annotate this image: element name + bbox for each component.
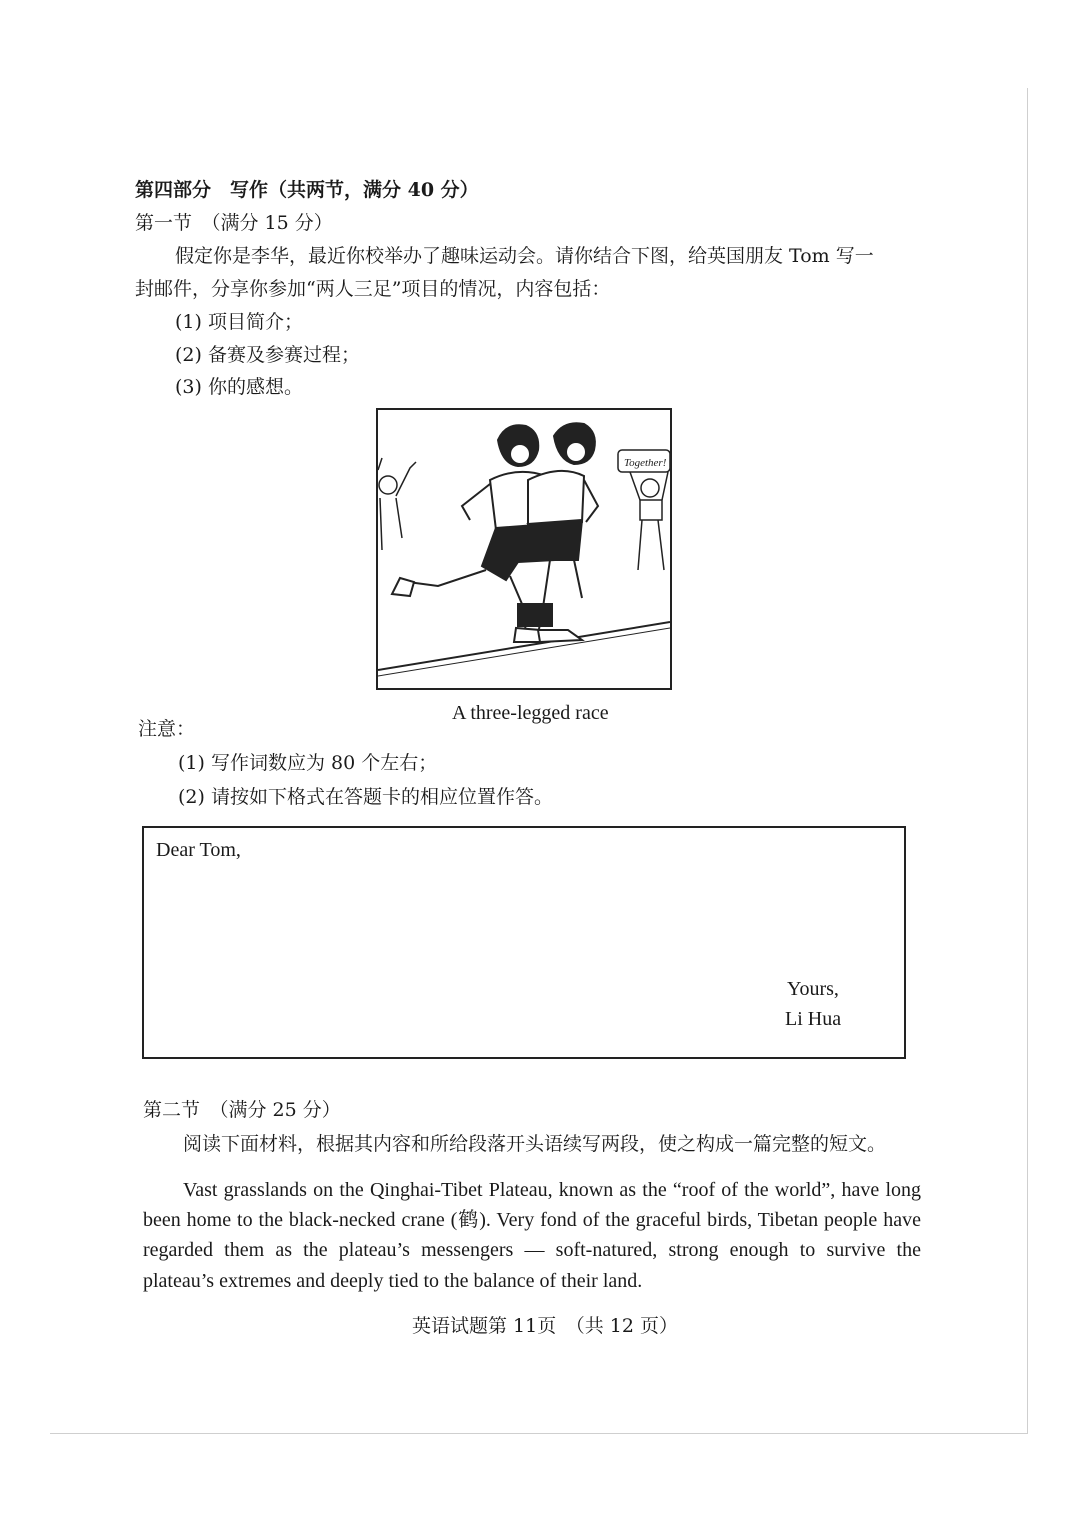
figure-caption: A three-legged race [452,702,609,724]
letter-greeting: Dear Tom, [156,839,241,861]
notice-item: (2) 请按如下格式在答题卡的相应位置作答。 [178,786,553,808]
passage-line: regarded them as the plateau’s messengers — soft-natured, strong enough to survive the [143,1239,921,1261]
notice-item: (1) 写作词数应为 80 个左右； [178,752,438,774]
section2-title: 第二节 （满分 25 分） [143,1099,341,1121]
requirement-item: (1) 项目简介； [175,311,303,333]
sign-text: Together! [624,457,667,469]
requirement-item: (3) 你的感想。 [175,376,303,398]
requirement-item: (2) 备赛及参赛过程； [175,344,360,366]
spectator-left [378,458,416,550]
section1-title: 第一节 （满分 15 分） [135,212,333,234]
page-footer: 英语试题第 11页 （共 12 页） [412,1315,678,1337]
letter-closing: Yours, [787,978,839,1000]
section2-task: 阅读下面材料，根据其内容和所给段落开头语续写两段，使之构成一篇完整的短文。 [183,1133,887,1155]
letter-signature: Li Hua [785,1008,842,1030]
section1-task-line1: 假定你是李华，最近你校举办了趣味运动会。请你结合下图，给英国朋友 Tom 写一 [175,245,874,267]
page-edge-bottom [50,1433,1028,1434]
section1-task-line2: 封邮件，分享你参加“两人三足”项目的情况，内容包括： [135,278,611,300]
passage-line: plateau’s extremes and deeply tied to the balance of their land. [143,1270,643,1292]
three-legged-race-drawing [378,410,670,688]
runners [392,423,598,642]
page-edge-right [1027,88,1028,1433]
part-title: 第四部分 写作（共两节，满分 40 分） [135,179,479,201]
passage-line: been home to the black-necked crane (鹤). Very fond of the graceful birds, Tibetan people have [143,1209,921,1231]
race-illustration [376,408,672,690]
notice-label: 注意： [138,718,196,740]
passage-line: Vast grasslands on the Qinghai-Tibet Plateau, known as the “roof of the world”, have long [183,1179,921,1201]
